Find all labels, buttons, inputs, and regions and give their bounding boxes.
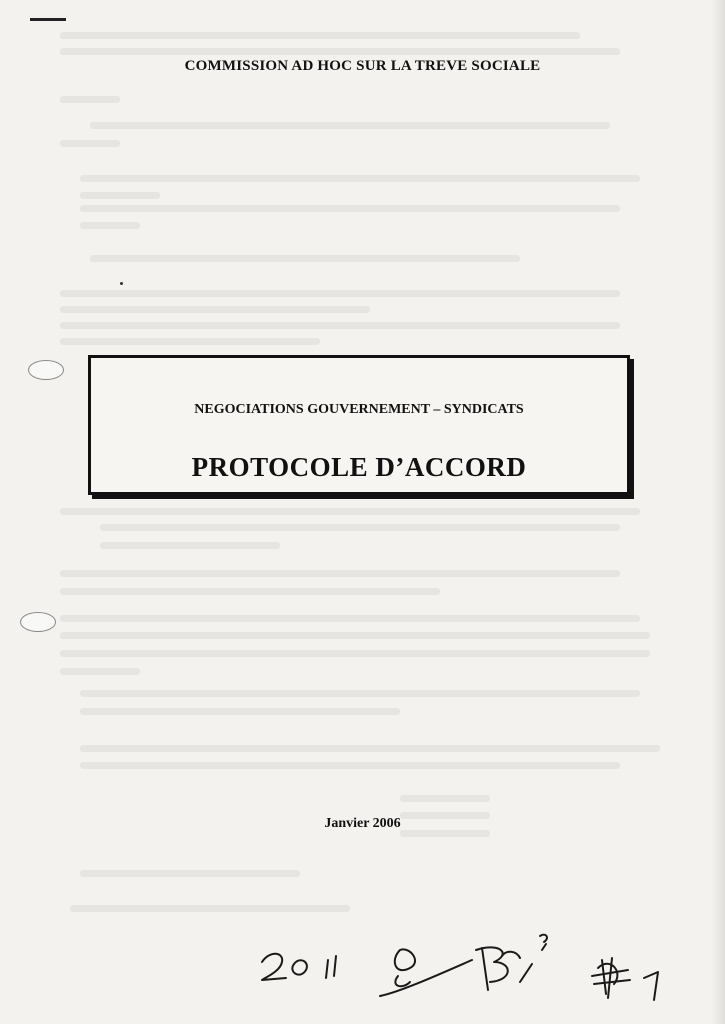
commission-title: COMMISSION AD HOC SUR LA TREVE SOCIALE <box>184 58 541 74</box>
punch-hole-top <box>28 360 64 380</box>
punch-hole-bottom <box>20 612 56 632</box>
page-edge-shadow <box>711 0 725 1024</box>
protocol-title: PROTOCOLE D’ACCORD <box>191 452 527 482</box>
title-box <box>88 355 630 495</box>
show-through-text <box>60 0 680 1024</box>
speck <box>120 282 123 285</box>
document-date: Janvier 2006 <box>324 816 401 831</box>
negotiations-subtitle: NEGOCIATIONS GOUVERNEMENT – SYNDICATS <box>194 402 524 417</box>
handwritten-signatures <box>250 920 700 1020</box>
corner-mark <box>30 18 66 21</box>
